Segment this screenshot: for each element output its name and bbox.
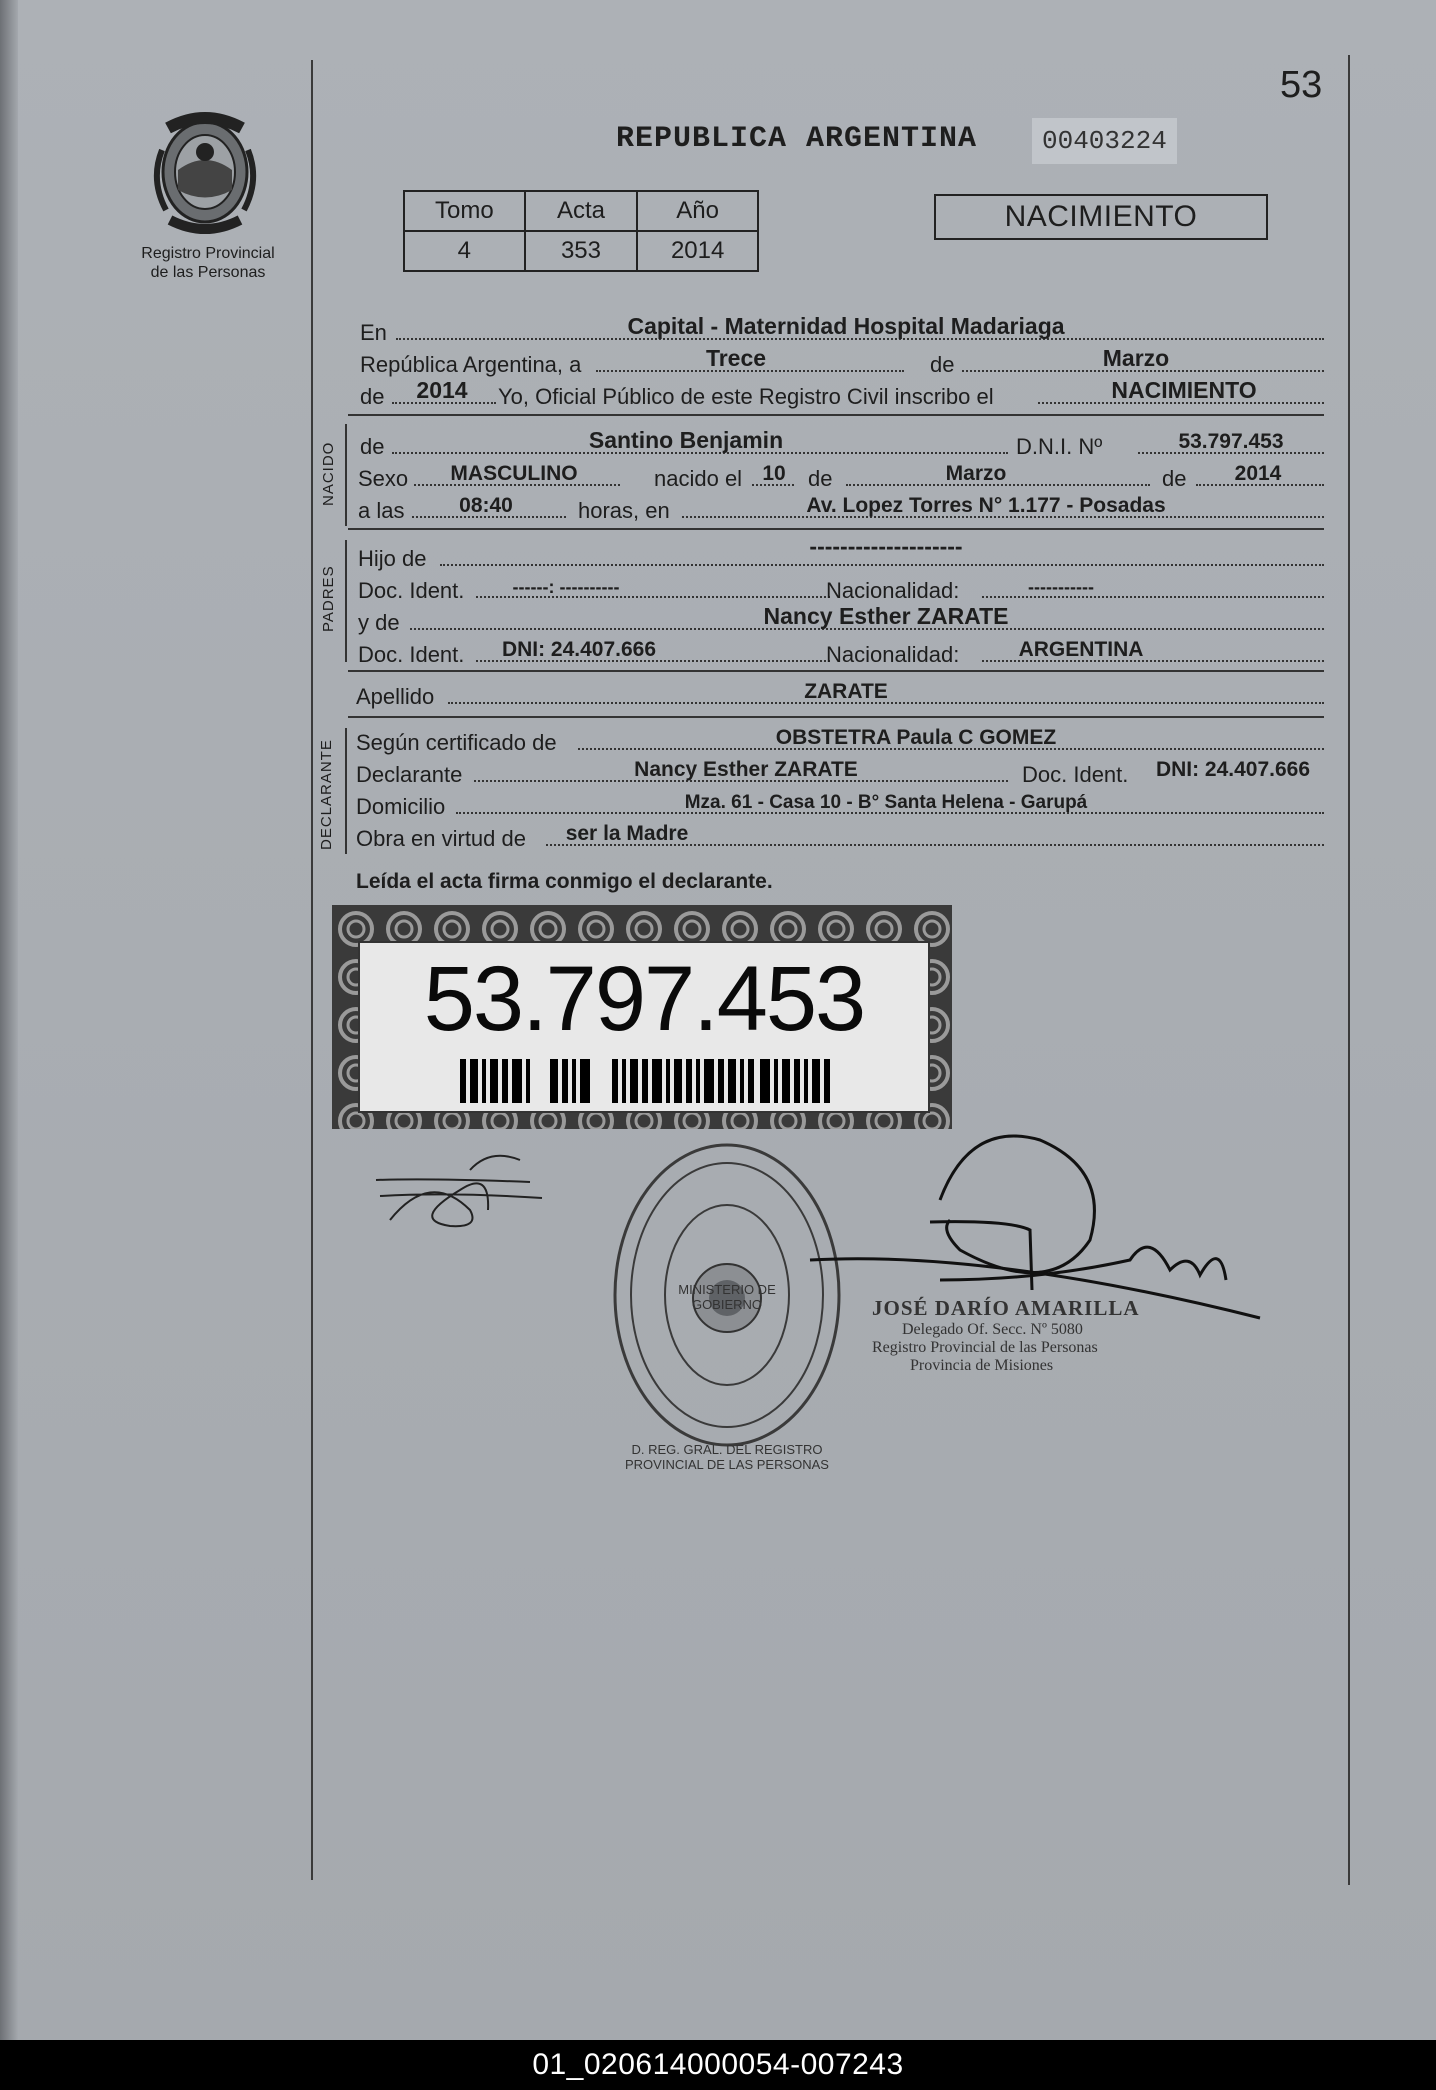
father-row xyxy=(356,533,1324,574)
page-edge xyxy=(0,0,18,2040)
mother-name: Nancy Esther ZARATE xyxy=(763,603,1009,629)
doc-ident-label: Doc. Ident. xyxy=(358,578,465,603)
a-las-label: a las xyxy=(358,498,405,523)
official-org: Registro Provincial de las Personas xyxy=(872,1339,1098,1356)
child-sex: MASCULINO xyxy=(450,462,578,485)
section-label-nacido: NACIDO xyxy=(320,441,337,506)
mother-nationality: ARGENTINA xyxy=(1018,638,1144,661)
nacido-el-label: nacido el xyxy=(654,466,743,491)
horas-label: horas, en xyxy=(578,498,670,523)
mother-doc: DNI: 24.407.666 xyxy=(501,638,657,661)
yo-text: Yo, Oficial Público de este Registro Civil inscribo el xyxy=(498,384,994,409)
document-footer-code: 01_020614000054-007243 xyxy=(0,2040,1436,2090)
table-header-tomo: Tomo xyxy=(404,191,525,231)
dotted-line xyxy=(440,564,1324,566)
declarant-signature xyxy=(370,1150,550,1240)
birth-address: Av. Lopez Torres N° 1.177 - Posadas xyxy=(806,494,1166,517)
nacionalidad-label: Nacionalidad: xyxy=(826,642,960,667)
act-month: Marzo xyxy=(1102,345,1170,371)
nacido-rule xyxy=(345,424,347,526)
declarant-name: Nancy Esther ZARATE xyxy=(634,758,858,781)
de-label: de xyxy=(360,384,385,409)
nacido-place-row xyxy=(356,492,1324,526)
act-day-words: Trece xyxy=(705,345,767,371)
table-header-anio: Año xyxy=(637,191,758,231)
declarant-doc: DNI: 24.407.666 xyxy=(1155,758,1311,781)
domicile-row xyxy=(356,788,1324,822)
stamp-ring-text: D. REG. GRAL. DEL REGISTRO PROVINCIAL DE LAS PERSONAS xyxy=(625,1442,829,1472)
right-margin-rule xyxy=(1348,55,1350,1885)
dni-sticker xyxy=(332,905,952,1129)
declarant-relationship: ser la Madre xyxy=(565,822,689,845)
de-label: de xyxy=(1162,466,1187,491)
birth-time: 08:40 xyxy=(459,494,513,517)
sticker-dni-number: 53.797.453 xyxy=(423,948,865,1050)
father-name: -------------------- xyxy=(809,533,963,559)
y-de-label: y de xyxy=(358,610,400,635)
country-title: REPUBLICA ARGENTINA xyxy=(616,122,978,156)
birth-day: 10 xyxy=(762,462,786,485)
table-cell-anio: 2014 xyxy=(637,231,758,271)
obra-row xyxy=(356,820,1324,854)
apellido-label: Apellido xyxy=(356,684,435,709)
birth-year: 2014 xyxy=(1234,462,1282,485)
dni-label: D.N.I. Nº xyxy=(1016,434,1103,459)
doc-ident-label: Doc. Ident. xyxy=(358,642,465,667)
declarante-rule xyxy=(345,728,347,854)
act-year-row xyxy=(356,378,1324,412)
official-role: Delegado Of. Secc. Nº 5080 xyxy=(902,1321,1083,1338)
de-label: de xyxy=(360,434,385,459)
hijo-de-label: Hijo de xyxy=(358,546,427,571)
certificado-label: Según certificado de xyxy=(356,730,557,755)
separator xyxy=(348,528,1324,530)
separator xyxy=(348,414,1324,416)
en-label: En xyxy=(360,320,387,345)
stamp-inner-text: MINISTERIO DE GOBIERNO xyxy=(678,1282,776,1312)
certificate-row xyxy=(356,724,1324,758)
logo-caption xyxy=(118,244,298,282)
father-nationality: ----------- xyxy=(1028,577,1094,597)
padres-rule xyxy=(345,540,347,662)
sticker-label xyxy=(358,941,930,1113)
act-date-row xyxy=(356,346,1324,380)
doc-ident-label: Doc. Ident. xyxy=(1022,762,1129,787)
registry-table xyxy=(403,190,759,272)
section-label-declarante: DECLARANTE xyxy=(318,739,335,850)
separator xyxy=(348,716,1324,718)
nacido-name-row xyxy=(356,428,1324,462)
official-province: Provincia de Misiones xyxy=(910,1357,1054,1374)
serial-number: 00403224 xyxy=(1032,118,1177,164)
table-cell-acta: 353 xyxy=(525,231,638,271)
official-name-stamp xyxy=(872,1296,1192,1375)
child-dni: 53.797.453 xyxy=(1178,430,1284,453)
de-label: de xyxy=(930,352,955,377)
domicilio-label: Domicilio xyxy=(356,794,446,819)
father-doc: ------: ---------- xyxy=(512,577,620,597)
inscription-type: NACIMIENTO xyxy=(1111,377,1257,403)
barcode-icon xyxy=(460,1059,830,1103)
obra-label: Obra en virtud de xyxy=(356,826,526,851)
act-year: 2014 xyxy=(416,377,468,403)
separator xyxy=(348,670,1324,672)
father-doc-row xyxy=(356,572,1324,606)
apellido-row xyxy=(356,678,1324,712)
logo-caption-line2: de las Personas xyxy=(150,264,266,281)
closing-statement: Leída el acta firma conmigo el declarante. xyxy=(356,870,773,893)
section-label-padres: PADRES xyxy=(320,565,337,632)
nacido-birth-row xyxy=(356,460,1324,494)
apellido-value: ZARATE xyxy=(804,680,888,703)
declarant-domicile: Mza. 61 - Casa 10 - B° Santa Helena - Garupá xyxy=(684,792,1088,813)
province-coat-of-arms-icon xyxy=(142,110,268,238)
declarante-label: Declarante xyxy=(356,762,463,787)
mother-row xyxy=(356,604,1324,638)
left-margin-rule xyxy=(311,60,313,1880)
child-name: Santino Benjamin xyxy=(588,427,784,453)
sexo-label: Sexo xyxy=(358,466,409,491)
page-number: 53 xyxy=(1280,64,1323,106)
birth-month: Marzo xyxy=(945,462,1007,485)
table-header-acta: Acta xyxy=(525,191,638,231)
act-type-box: NACIMIENTO xyxy=(934,194,1268,240)
declarant-row xyxy=(356,756,1324,790)
republica-label: República Argentina, a xyxy=(360,352,582,377)
nacionalidad-label: Nacionalidad: xyxy=(826,578,960,603)
table-cell-tomo: 4 xyxy=(404,231,525,271)
de-label: de xyxy=(808,466,833,491)
official-name: JOSÉ DARÍO AMARILLA xyxy=(872,1296,1140,1320)
certificate-issuer: OBSTETRA Paula C GOMEZ xyxy=(775,726,1057,749)
act-place: Capital - Maternidad Hospital Madariaga xyxy=(627,313,1065,339)
logo-caption-line1: Registro Provincial xyxy=(141,245,275,262)
mother-doc-row xyxy=(356,636,1324,670)
act-place-row xyxy=(356,314,1324,348)
